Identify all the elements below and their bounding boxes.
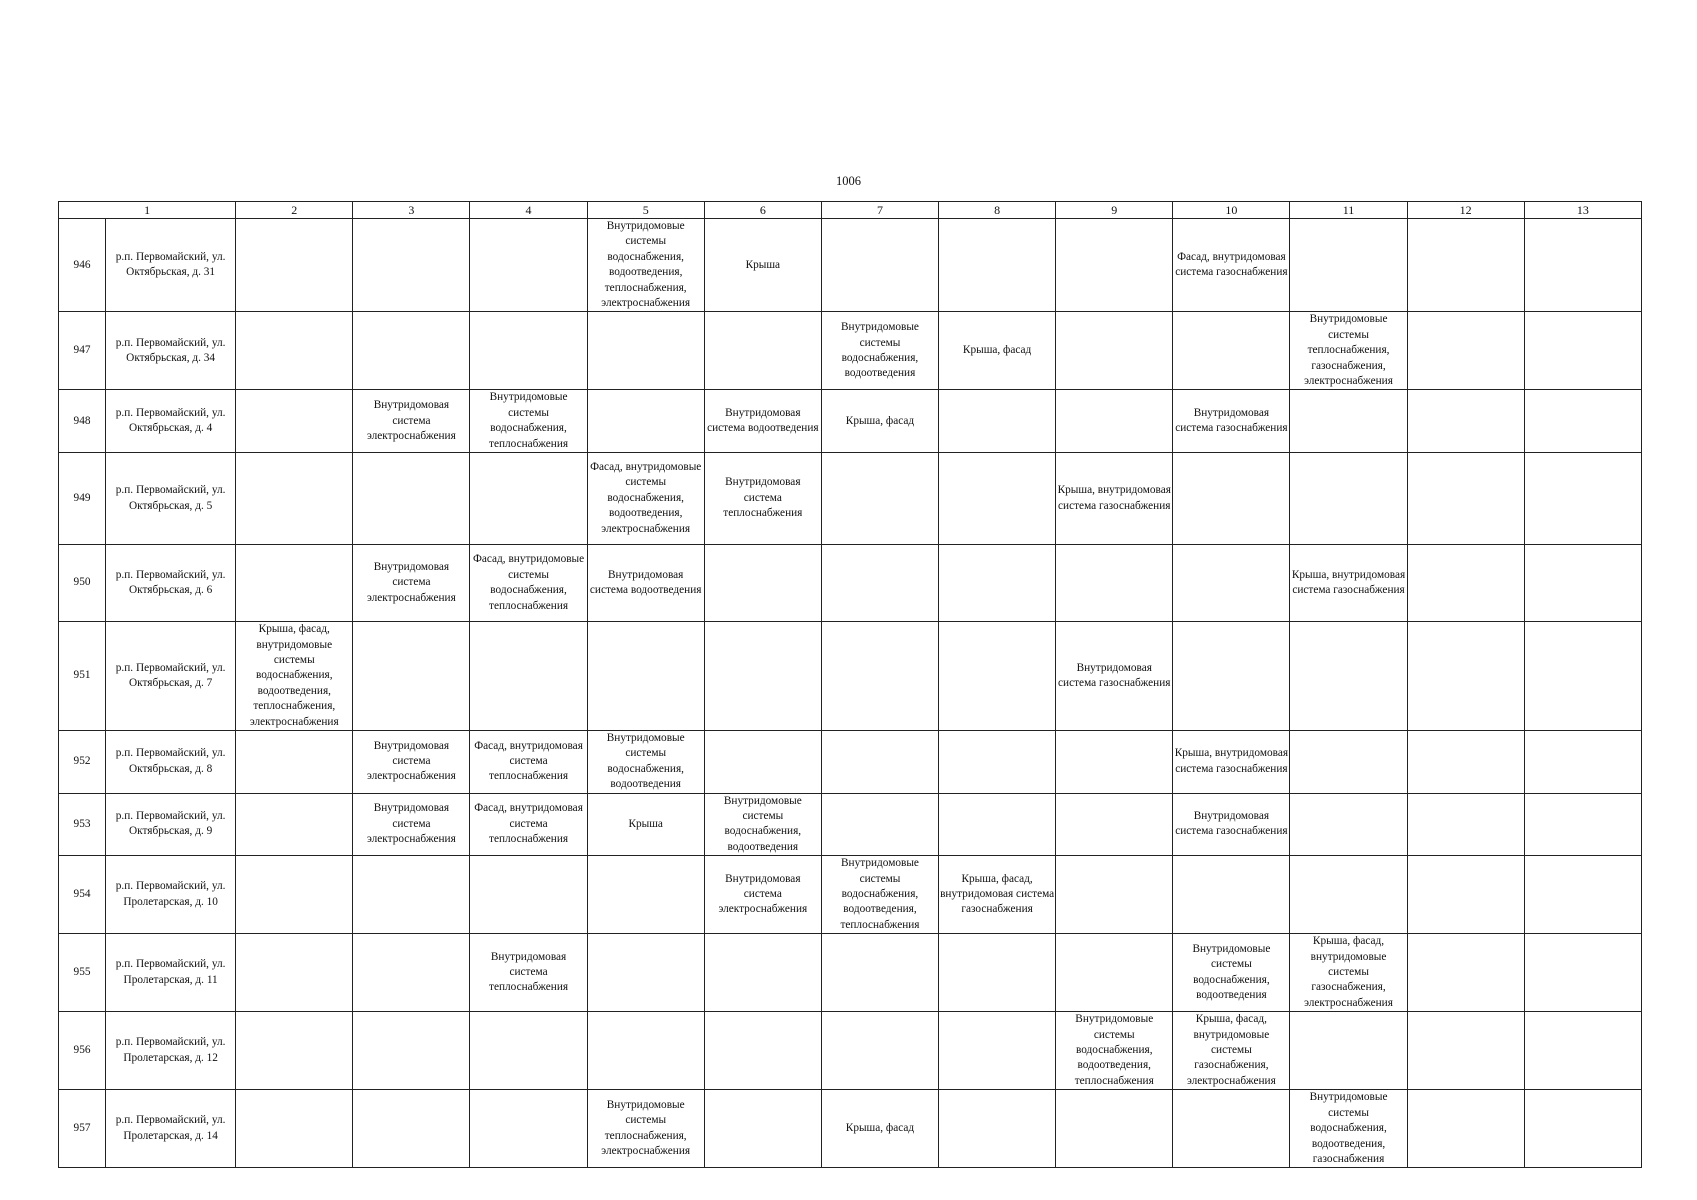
column-header: 5 <box>587 202 704 219</box>
table-row <box>59 219 1642 312</box>
work-cell-col-11 <box>1290 219 1407 312</box>
column-header: 7 <box>821 202 938 219</box>
address-cell: р.п. Первомайский, ул. Октябрьская, д. 9 <box>106 793 236 856</box>
row-number: 957 <box>59 1090 106 1168</box>
work-cell-col-10 <box>1173 545 1290 622</box>
work-cell-col-7 <box>821 453 938 545</box>
work-cell-col-10 <box>1173 312 1290 390</box>
work-cell-col-2 <box>236 312 353 390</box>
work-cell-col-11 <box>1290 453 1407 545</box>
work-cell-col-2 <box>236 390 353 453</box>
work-cell-col-10: Внутридомовая система газоснабжения <box>1173 390 1290 453</box>
work-cell-col-6 <box>704 545 821 622</box>
page-number: 1006 <box>836 174 861 188</box>
column-header: 10 <box>1173 202 1290 219</box>
work-cell-col-3 <box>353 453 470 545</box>
work-cell-col-5: Внутридомовые системы теплоснабжения, электроснабжения <box>587 1090 704 1168</box>
work-cell-col-8 <box>939 622 1056 731</box>
work-cell-col-5: Фасад, внутридомовые системы водоснабжения, водоотведения, электроснабжения <box>587 453 704 545</box>
work-cell-col-4 <box>470 1090 587 1168</box>
work-cell-col-6: Внутридомовая система электроснабжения <box>704 856 821 934</box>
work-cell-col-11 <box>1290 856 1407 934</box>
table-row <box>59 390 1642 453</box>
work-cell-col-3 <box>353 856 470 934</box>
work-cell-col-8 <box>939 934 1056 1012</box>
table-row <box>59 312 1642 390</box>
work-cell-col-12 <box>1407 390 1524 453</box>
work-cell-col-4 <box>470 312 587 390</box>
column-header: 11 <box>1290 202 1407 219</box>
work-cell-col-5 <box>587 312 704 390</box>
work-cell-col-9 <box>1056 793 1173 856</box>
work-cell-col-10: Крыша, внутридомовая система газоснабжения <box>1173 730 1290 793</box>
work-cell-col-9: Внутридомовая система газоснабжения <box>1056 622 1173 731</box>
work-cell-col-9 <box>1056 730 1173 793</box>
work-cell-col-3 <box>353 1090 470 1168</box>
address-cell: р.п. Первомайский, ул. Октябрьская, д. 7 <box>106 622 236 731</box>
work-cell-col-2 <box>236 1012 353 1090</box>
address-cell: р.п. Первомайский, ул. Пролетарская, д. 10 <box>106 856 236 934</box>
work-cell-col-12 <box>1407 1090 1524 1168</box>
row-number: 953 <box>59 793 106 856</box>
table-row <box>59 934 1642 1012</box>
work-cell-col-9 <box>1056 934 1173 1012</box>
work-cell-col-2 <box>236 856 353 934</box>
address-cell: р.п. Первомайский, ул. Октябрьская, д. 5 <box>106 453 236 545</box>
work-cell-col-5 <box>587 390 704 453</box>
table-row <box>59 545 1642 622</box>
column-number-header-row <box>59 202 1642 219</box>
work-cell-col-7: Внутридомовые системы водоснабжения, водоотведения <box>821 312 938 390</box>
work-cell-col-7 <box>821 934 938 1012</box>
work-cell-col-3 <box>353 934 470 1012</box>
work-cell-col-6: Внутридомовые системы водоснабжения, водоотведения <box>704 793 821 856</box>
column-header: 1 <box>59 202 236 219</box>
work-cell-col-3 <box>353 622 470 731</box>
work-cell-col-4 <box>470 1012 587 1090</box>
work-cell-col-8 <box>939 730 1056 793</box>
work-cell-col-11: Крыша, внутридомовая система газоснабжения <box>1290 545 1407 622</box>
table-row <box>59 622 1642 731</box>
work-cell-col-11 <box>1290 390 1407 453</box>
column-header: 4 <box>470 202 587 219</box>
address-cell: р.п. Первомайский, ул. Октябрьская, д. 34 <box>106 312 236 390</box>
address-cell: р.п. Первомайский, ул. Октябрьская, д. 8 <box>106 730 236 793</box>
work-cell-col-13 <box>1524 1090 1641 1168</box>
work-cell-col-7: Внутридомовые системы водоснабжения, водоотведения, теплоснабжения <box>821 856 938 934</box>
work-cell-col-8 <box>939 545 1056 622</box>
work-cell-col-13 <box>1524 934 1641 1012</box>
work-cell-col-6 <box>704 730 821 793</box>
work-cell-col-11 <box>1290 1012 1407 1090</box>
work-cell-col-4: Внутридомовая система теплоснабжения <box>470 934 587 1012</box>
address-cell: р.п. Первомайский, ул. Октябрьская, д. 6 <box>106 545 236 622</box>
work-cell-col-3: Внутридомовая система электроснабжения <box>353 390 470 453</box>
column-header: 12 <box>1407 202 1524 219</box>
row-number: 949 <box>59 453 106 545</box>
work-cell-col-10 <box>1173 1090 1290 1168</box>
row-number: 946 <box>59 219 106 312</box>
work-cell-col-9 <box>1056 390 1173 453</box>
work-cell-col-8 <box>939 793 1056 856</box>
work-cell-col-7: Крыша, фасад <box>821 390 938 453</box>
table-row <box>59 1012 1642 1090</box>
work-cell-col-12 <box>1407 545 1524 622</box>
work-cell-col-7 <box>821 793 938 856</box>
work-cell-col-7 <box>821 545 938 622</box>
work-cell-col-6: Крыша <box>704 219 821 312</box>
work-cell-col-6 <box>704 1012 821 1090</box>
work-cell-col-10: Внутридомовые системы водоснабжения, водоотведения <box>1173 934 1290 1012</box>
address-cell: р.п. Первомайский, ул. Октябрьская, д. 4 <box>106 390 236 453</box>
row-number: 951 <box>59 622 106 731</box>
row-number: 952 <box>59 730 106 793</box>
row-number: 955 <box>59 934 106 1012</box>
address-cell: р.п. Первомайский, ул. Пролетарская, д. 12 <box>106 1012 236 1090</box>
work-cell-col-7: Крыша, фасад <box>821 1090 938 1168</box>
work-cell-col-2 <box>236 934 353 1012</box>
work-cell-col-2: Крыша, фасад, внутридомовые системы водоснабжения, водоотведения, теплоснабжения, электроснабжения <box>236 622 353 731</box>
work-cell-col-12 <box>1407 453 1524 545</box>
work-cell-col-6 <box>704 1090 821 1168</box>
work-cell-col-10: Крыша, фасад, внутридомовые системы газоснабжения, электроснабжения <box>1173 1012 1290 1090</box>
work-cell-col-4: Фасад, внутридомовая система теплоснабжения <box>470 793 587 856</box>
column-header: 9 <box>1056 202 1173 219</box>
table-row <box>59 730 1642 793</box>
work-cell-col-2 <box>236 453 353 545</box>
work-cell-col-9 <box>1056 856 1173 934</box>
work-cell-col-6 <box>704 622 821 731</box>
address-cell: р.п. Первомайский, ул. Пролетарская, д. 14 <box>106 1090 236 1168</box>
work-cell-col-10 <box>1173 453 1290 545</box>
work-cell-col-2 <box>236 730 353 793</box>
work-cell-col-4: Внутридомовые системы водоснабжения, теплоснабжения <box>470 390 587 453</box>
table-body <box>59 219 1642 1168</box>
work-cell-col-10: Фасад, внутридомовая система газоснабжения <box>1173 219 1290 312</box>
table-row <box>59 856 1642 934</box>
work-cell-col-12 <box>1407 730 1524 793</box>
work-cell-col-12 <box>1407 219 1524 312</box>
work-cell-col-3 <box>353 1012 470 1090</box>
work-cell-col-13 <box>1524 453 1641 545</box>
work-cell-col-12 <box>1407 1012 1524 1090</box>
row-number: 950 <box>59 545 106 622</box>
work-cell-col-4: Фасад, внутридомовые системы водоснабжения, теплоснабжения <box>470 545 587 622</box>
work-cell-col-3 <box>353 219 470 312</box>
work-cell-col-7 <box>821 730 938 793</box>
work-cell-col-5: Внутридомовые системы водоснабжения, водоотведения, теплоснабжения, электроснабжения <box>587 219 704 312</box>
work-cell-col-4 <box>470 622 587 731</box>
work-cell-col-2 <box>236 219 353 312</box>
work-cell-col-9: Внутридомовые системы водоснабжения, водоотведения, теплоснабжения <box>1056 1012 1173 1090</box>
work-cell-col-3: Внутридомовая система электроснабжения <box>353 730 470 793</box>
work-cell-col-8 <box>939 390 1056 453</box>
work-cell-col-8 <box>939 1012 1056 1090</box>
work-cell-col-5 <box>587 856 704 934</box>
work-cell-col-12 <box>1407 934 1524 1012</box>
work-cell-col-9: Крыша, внутридомовая система газоснабжения <box>1056 453 1173 545</box>
work-cell-col-13 <box>1524 390 1641 453</box>
schedule-table <box>58 201 1642 1168</box>
work-cell-col-12 <box>1407 312 1524 390</box>
column-header: 13 <box>1524 202 1641 219</box>
work-cell-col-13 <box>1524 856 1641 934</box>
work-cell-col-12 <box>1407 793 1524 856</box>
address-cell: р.п. Первомайский, ул. Октябрьская, д. 31 <box>106 219 236 312</box>
work-cell-col-11 <box>1290 793 1407 856</box>
work-cell-col-8: Крыша, фасад <box>939 312 1056 390</box>
work-cell-col-11: Крыша, фасад, внутридомовые системы газоснабжения, электроснабжения <box>1290 934 1407 1012</box>
work-cell-col-5: Внутридомовая система водоотведения <box>587 545 704 622</box>
work-cell-col-9 <box>1056 219 1173 312</box>
work-cell-col-2 <box>236 793 353 856</box>
work-cell-col-4 <box>470 219 587 312</box>
work-cell-col-10 <box>1173 856 1290 934</box>
work-cell-col-12 <box>1407 622 1524 731</box>
work-cell-col-11: Внутридомовые системы теплоснабжения, газоснабжения, электроснабжения <box>1290 312 1407 390</box>
column-header: 3 <box>353 202 470 219</box>
work-cell-col-4 <box>470 453 587 545</box>
table-row <box>59 793 1642 856</box>
work-cell-col-10: Внутридомовая система газоснабжения <box>1173 793 1290 856</box>
row-number: 956 <box>59 1012 106 1090</box>
table-row <box>59 1090 1642 1168</box>
work-cell-col-9 <box>1056 1090 1173 1168</box>
work-cell-col-4 <box>470 856 587 934</box>
work-cell-col-9 <box>1056 312 1173 390</box>
work-cell-col-4: Фасад, внутридомовая система теплоснабжения <box>470 730 587 793</box>
work-cell-col-5 <box>587 934 704 1012</box>
work-cell-col-11 <box>1290 730 1407 793</box>
work-cell-col-11: Внутридомовые системы водоснабжения, водоотведения, газоснабжения <box>1290 1090 1407 1168</box>
work-cell-col-8 <box>939 1090 1056 1168</box>
work-cell-col-6 <box>704 312 821 390</box>
work-cell-col-5: Внутридомовые системы водоснабжения, водоотведения <box>587 730 704 793</box>
work-cell-col-13 <box>1524 545 1641 622</box>
table-row <box>59 453 1642 545</box>
work-cell-col-6: Внутридомовая система теплоснабжения <box>704 453 821 545</box>
address-cell: р.п. Первомайский, ул. Пролетарская, д. 11 <box>106 934 236 1012</box>
work-cell-col-13 <box>1524 312 1641 390</box>
work-cell-col-2 <box>236 1090 353 1168</box>
work-cell-col-13 <box>1524 793 1641 856</box>
column-header: 2 <box>236 202 353 219</box>
work-cell-col-13 <box>1524 622 1641 731</box>
work-cell-col-3: Внутридомовая система электроснабжения <box>353 793 470 856</box>
work-cell-col-8: Крыша, фасад, внутридомовая система газоснабжения <box>939 856 1056 934</box>
work-cell-col-13 <box>1524 1012 1641 1090</box>
work-cell-col-5 <box>587 622 704 731</box>
work-cell-col-6: Внутридомовая система водоотведения <box>704 390 821 453</box>
work-cell-col-10 <box>1173 622 1290 731</box>
work-cell-col-13 <box>1524 219 1641 312</box>
column-header: 8 <box>939 202 1056 219</box>
work-cell-col-8 <box>939 219 1056 312</box>
work-cell-col-12 <box>1407 856 1524 934</box>
work-cell-col-13 <box>1524 730 1641 793</box>
work-cell-col-5 <box>587 1012 704 1090</box>
work-cell-col-7 <box>821 219 938 312</box>
work-cell-col-2 <box>236 545 353 622</box>
column-header: 6 <box>704 202 821 219</box>
work-cell-col-7 <box>821 1012 938 1090</box>
row-number: 947 <box>59 312 106 390</box>
row-number: 948 <box>59 390 106 453</box>
work-cell-col-8 <box>939 453 1056 545</box>
work-cell-col-3: Внутридомовая система электроснабжения <box>353 545 470 622</box>
row-number: 954 <box>59 856 106 934</box>
work-cell-col-9 <box>1056 545 1173 622</box>
work-cell-col-3 <box>353 312 470 390</box>
work-cell-col-7 <box>821 622 938 731</box>
work-cell-col-5: Крыша <box>587 793 704 856</box>
work-cell-col-6 <box>704 934 821 1012</box>
work-cell-col-11 <box>1290 622 1407 731</box>
